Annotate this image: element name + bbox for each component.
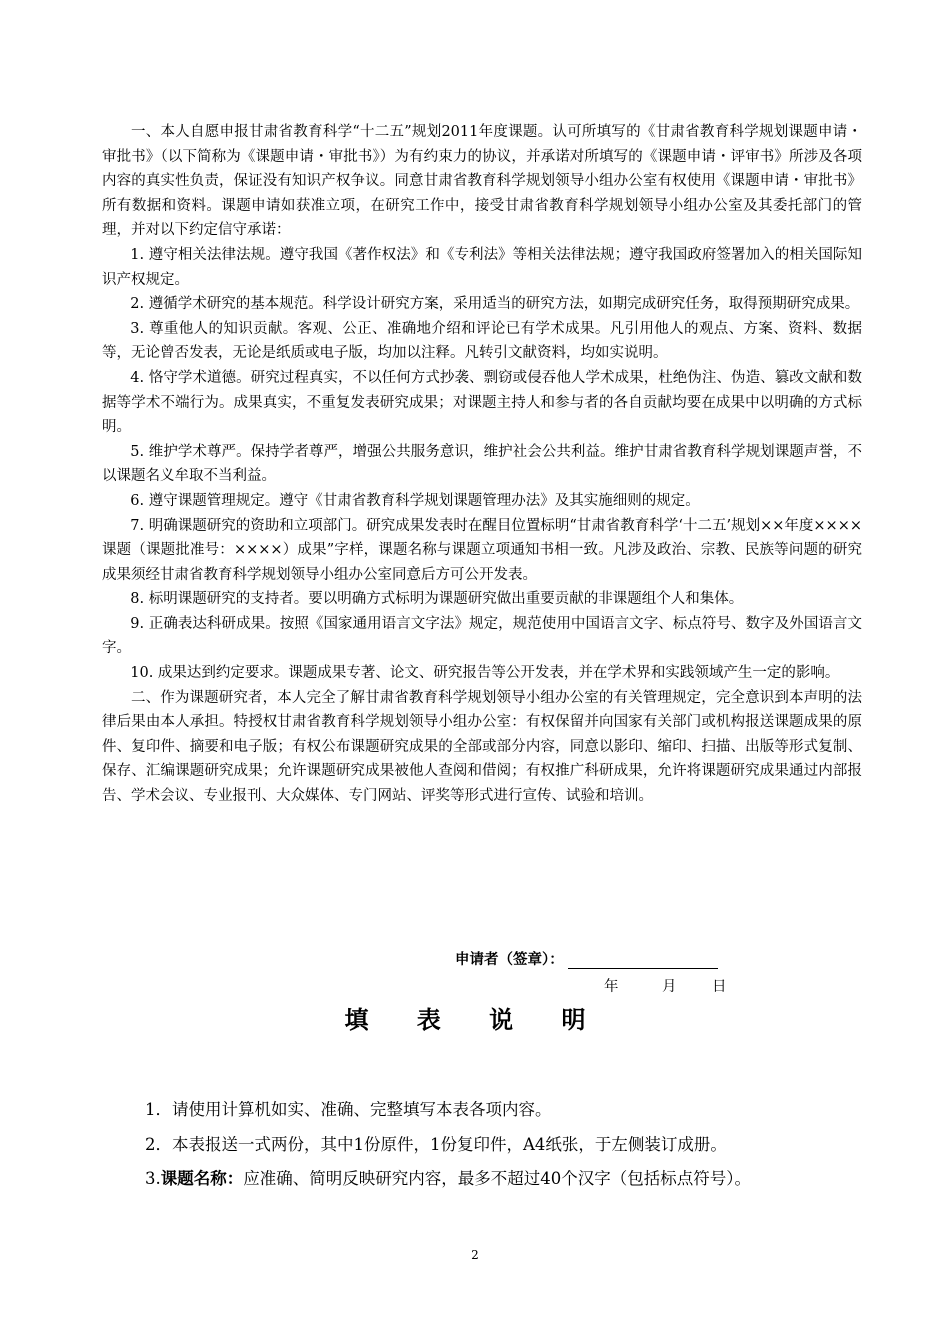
signature-label: 申请者（签章）： bbox=[455, 952, 564, 968]
signature-line bbox=[455, 948, 718, 969]
signature-blank[interactable] bbox=[568, 952, 718, 969]
pledge-paragraph-authorization: 二、作为课题研究者，本人完全了解甘肃省教育科学规划领导小组办公室的有关管理规定，完全意识到本声明的法律后果由本人承担。特授权甘肃省教育科学规划领导小组办公室：有权保留并向国家有关部门或机构报送课题成果的原件、复印件、摘要和电子版；有权公布课题研究成果的全部或部分内容，同意以影印、缩印、扫描、出版等形式复制、保存、汇编课题研究成果；允许课题研究成果被他人查阅和借阅；有权推广科研成果，允许将课题研究成果通过内部报告、学术会议、专业报刊、大众媒体、专门网站、评奖等形式进行宣传、试验和培训。 bbox=[102, 689, 862, 805]
pledge-rule-9: 9. 正确表达科研成果。按照《国家通用语言文字法》规定，规范使用中国语言文字、标点符号、数字及外国语言文字。 bbox=[102, 615, 862, 657]
pledge-paragraph-intro: 一、本人自愿申报甘肃省教育科学“十二五”规划2011年度课题。认可所填写的《甘肃省教育科学规划课题申请・审批书》（以下简称为《课题申请・审批书》）为有约束力的协议，并承诺对所填写的《课题申请・评审书》所涉及各项内容的真实性负责，保证没有知识产权争议。同意甘肃省教育科学规划领导小组办公室有权使用《课题申请・审批书》所有数据和资料。课题申请如获准立项，在研究工作中，接受甘肃省教育科学规划领导小组办公室及其委托部门的管理，并对以下约定信守承诺： bbox=[102, 124, 862, 239]
date-line bbox=[604, 975, 727, 996]
instruction-item-3-term: 课题名称： bbox=[160, 1169, 244, 1188]
instruction-item-2: 2．本表报送一式两份，其中1份原件，1份复印件，A4纸张，于左侧装订成册。 bbox=[145, 1134, 727, 1154]
instruction-item-3-number: 3. bbox=[145, 1169, 161, 1188]
pledge-rule-5: 5. 维护学术尊严。保持学者尊严，增强公共服务意识，维护社会公共利益。维护甘肃省教育科学规划课题声誉，不以课题名义牟取不当利益。 bbox=[102, 443, 862, 485]
instruction-item-1: 1．请使用计算机如实、准确、完整填写本表各项内容。 bbox=[145, 1100, 552, 1119]
pledge-rule-3: 3. 尊重他人的知识贡献。客观、公正、准确地介绍和评论已有学术成果。凡引用他人的观点、方案、资料、数据等，无论曾否发表，无论是纸质或电子版，均加以注释。凡转引文献资料，均如实说明。 bbox=[102, 320, 862, 362]
date-year-label: 年 bbox=[604, 979, 619, 995]
pledge-rule-8: 8. 标明课题研究的支持者。要以明确方式标明为课题研究做出重要贡献的非课题组个人和集体。 bbox=[130, 591, 744, 608]
date-month-label: 月 bbox=[662, 979, 677, 995]
pledge-rule-4: 4. 恪守学术道德。研究过程真实，不以任何方式抄袭、剽窃或侵吞他人学术成果，杜绝伪注、伪造、篡改文献和数据等学术不端行为。成果真实，不重复发表研究成果；对课题主持人和参与者的各自贡献均要在成果中以明确的方式标明。 bbox=[102, 369, 862, 436]
instructions-title: 填 表 说 明 bbox=[344, 1005, 606, 1034]
date-day-label: 日 bbox=[712, 979, 727, 995]
instruction-item-3-text: 应准确、简明反映研究内容，最多不超过40个汉字（包括标点符号）。 bbox=[243, 1169, 751, 1188]
instruction-item-3 bbox=[145, 1162, 885, 1197]
instructions-list bbox=[145, 1093, 885, 1197]
page-number: 2 bbox=[471, 1248, 479, 1262]
pledge-rule-7: 7. 明确课题研究的资助和立项部门。研究成果发表时在醒目位置标明“甘肃省教育科学‘十二五’规划××年度××××课题（课题批准号：××××）成果”字样，课题名称与课题立项通知书相一致。凡涉及政治、宗教、民族等问题的研究成果须经甘肃省教育科学规划领导小组办公室同意后方可公开发表。 bbox=[102, 517, 862, 583]
pledge-rule-1: 1. 遵守相关法律法规。遵守我国《著作权法》和《专利法》等相关法律法规；遵守我国政府签署加入的相关国际知识产权规定。 bbox=[102, 246, 862, 288]
pledge-section bbox=[102, 120, 862, 809]
pledge-rule-10: 10. 成果达到约定要求。课题成果专著、论文、研究报告等公开发表，并在学术界和实践领域产生一定的影响。 bbox=[130, 665, 840, 682]
pledge-rule-2: 2. 遵循学术研究的基本规范。科学设计研究方案，采用适当的研究方法，如期完成研究任务，取得预期研究成果。 bbox=[130, 296, 860, 313]
pledge-rule-6: 6. 遵守课题管理规定。遵守《甘肃省教育科学规划课题管理办法》及其实施细则的规定。 bbox=[130, 492, 700, 509]
